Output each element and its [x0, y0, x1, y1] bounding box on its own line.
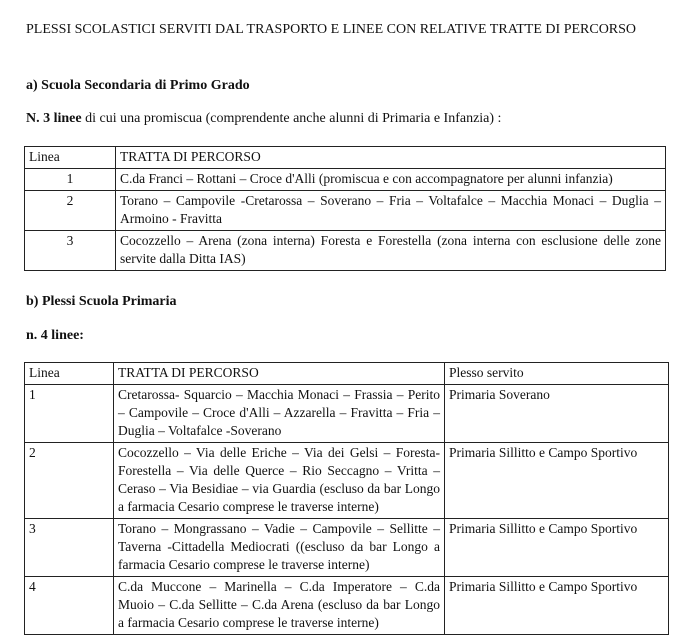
row-linea: 3	[25, 231, 116, 271]
section-b-intro: n. 4 linee:	[26, 328, 84, 343]
secondaria-lines-table	[24, 146, 666, 271]
row-linea: 1	[25, 385, 114, 443]
table-header-row	[25, 363, 669, 385]
row-plesso: Primaria Soverano	[445, 385, 669, 443]
table-header-row	[25, 147, 666, 169]
row-linea: 2	[25, 443, 114, 519]
section-b-heading: b) Plessi Scuola Primaria	[26, 294, 177, 309]
header-linea: Linea	[25, 147, 116, 169]
header-tratta: TRATTA DI PERCORSO	[116, 147, 666, 169]
row-plesso: Primaria Sillitto e Campo Sportivo	[445, 519, 669, 577]
row-plesso: Primaria Sillitto e Campo Sportivo	[445, 443, 669, 519]
table-row	[25, 169, 666, 191]
row-tratta: C.da Franci – Rottani – Croce d'Alli (promiscua e con accompagnatore per alunni infanzia)	[116, 169, 666, 191]
row-linea: 1	[25, 169, 116, 191]
header-plesso: Plesso servito	[445, 363, 669, 385]
table-row	[25, 385, 669, 443]
section-a-intro	[26, 110, 501, 128]
section-a-intro-text: di cui una promiscua (comprendente anche alunni di Primaria e Infanzia) :	[81, 111, 502, 126]
table-row	[25, 577, 669, 635]
header-tratta: TRATTA DI PERCORSO	[114, 363, 445, 385]
table-row	[25, 191, 666, 231]
row-tratta: Torano – Mongrassano – Vadie – Campovile – Sellitte – Taverna -Cittadella Mediocrati ((escluso da bar Longo a farmacia Cesario comprese le traverse interne)	[114, 519, 445, 577]
row-tratta: Cretarossa- Squarcio – Macchia Monaci – Frassia – Perito – Campovile – Croce d'Alli – Azzarella – Fravitta – Fria – Duglia – Voltafalce -Soverano	[114, 385, 445, 443]
header-linea: Linea	[25, 363, 114, 385]
primaria-lines-table	[24, 362, 669, 635]
table-row	[25, 443, 669, 519]
table-row	[25, 519, 669, 577]
section-a-intro-bold: N. 3 linee	[26, 111, 82, 126]
row-plesso: Primaria Sillitto e Campo Sportivo	[445, 577, 669, 635]
row-linea: 4	[25, 577, 114, 635]
row-tratta: C.da Muccone – Marinella – C.da Imperatore – C.da Muoio – C.da Sellitte – C.da Arena (escluso da bar Longo a farmacia Cesario comprese le traverse interne)	[114, 577, 445, 635]
row-tratta: Cocozzello – Arena (zona interna) Foresta e Forestella (zona interna con esclusione delle zone servite dalla Ditta IAS)	[116, 231, 666, 271]
row-linea: 2	[25, 191, 116, 231]
row-tratta: Cocozzello – Via delle Eriche – Via dei Gelsi – Foresta-Forestella – Via delle Querce – Rio Seccagno – Vritta – Ceraso – Via Besidiae – via Guardia (escluso da bar Longo a farmacia Cesario comprese le traverse interne)	[114, 443, 445, 519]
row-tratta: Torano – Campovile -Cretarossa – Soverano – Fria – Voltafalce – Macchia Monaci – Duglia – Armoino - Fravitta	[116, 191, 666, 231]
row-linea: 3	[25, 519, 114, 577]
section-a-heading: a) Scuola Secondaria di Primo Grado	[26, 78, 250, 93]
document-title: PLESSI SCOLASTICI SERVITI DAL TRASPORTO E LINEE CON RELATIVE TRATTE DI PERCORSO	[26, 22, 637, 37]
table-row	[25, 231, 666, 271]
